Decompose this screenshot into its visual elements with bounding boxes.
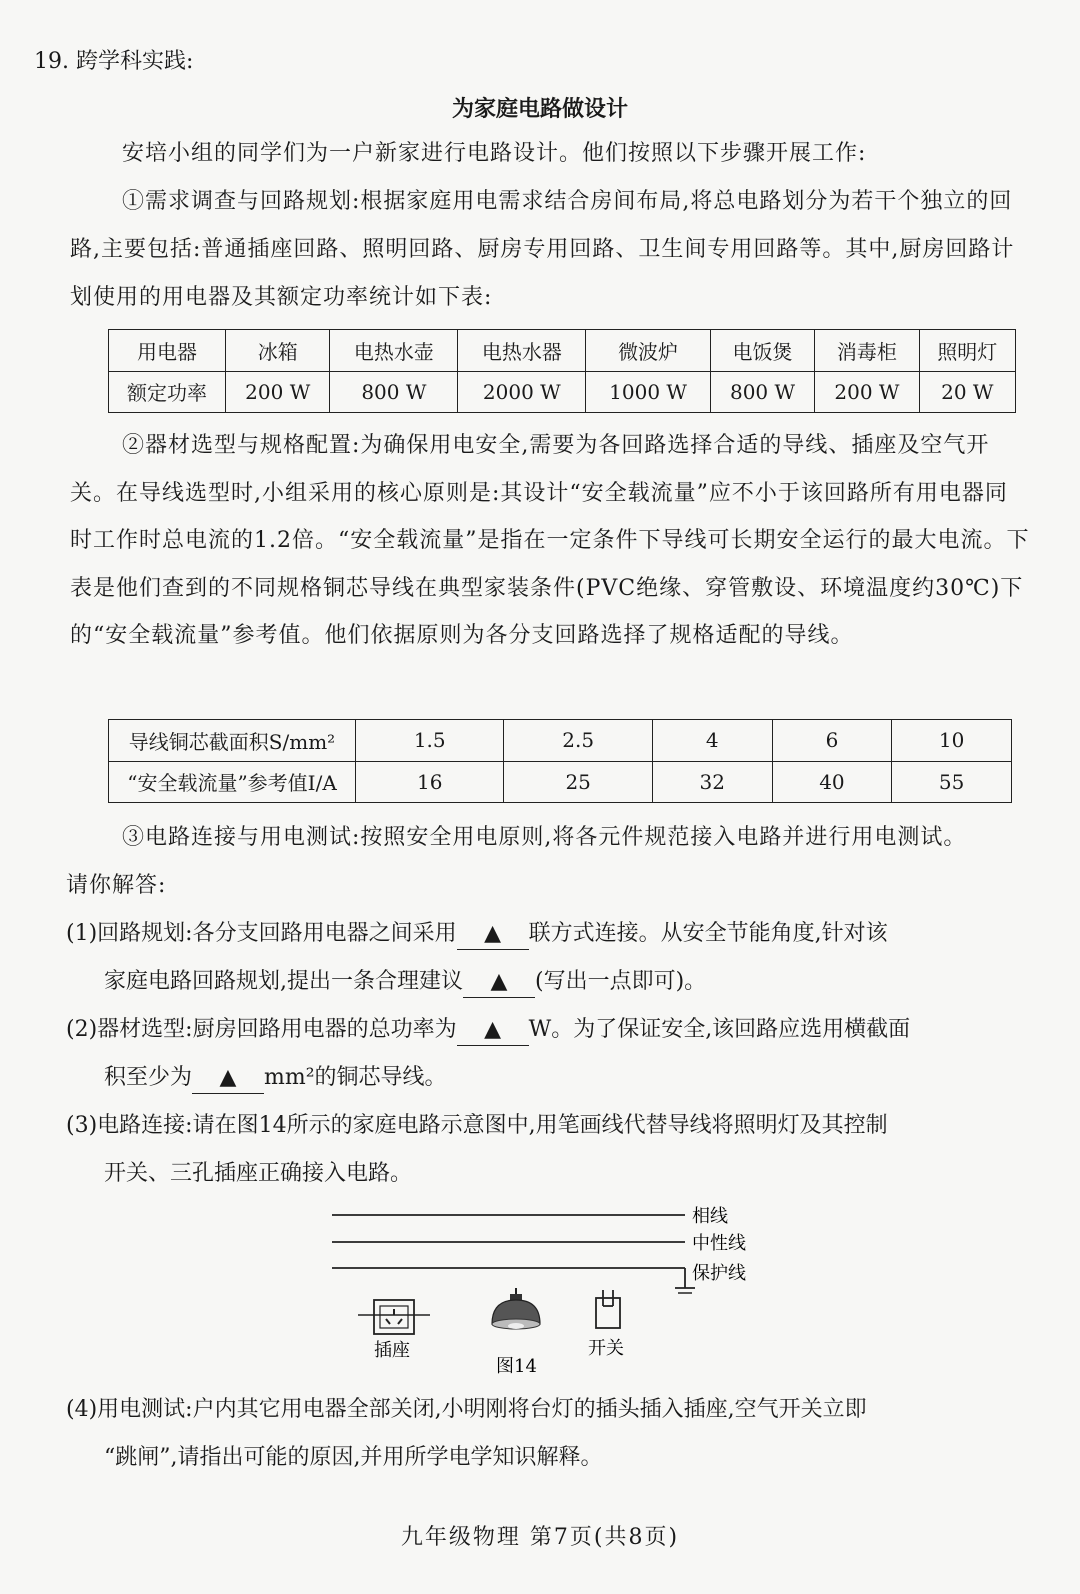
question-3 [66, 1102, 1036, 1198]
q4-text: “跳闸”,请指出可能的原因,并用所学电学知识解释。 [104, 1445, 603, 1470]
question-number: 19. 跨学科实践: [34, 49, 194, 74]
table-cell: 照明灯 [919, 330, 1015, 372]
neutral-label: 中性线 [692, 1233, 746, 1254]
table-cell: 电饭煲 [710, 330, 814, 372]
q1-text: 家庭电路回路规划,提出一条合理建议 [104, 969, 463, 994]
answer-blank[interactable]: ▲ [463, 967, 535, 998]
answer-blank[interactable]: ▲ [457, 1015, 529, 1046]
question-2 [66, 1006, 1036, 1102]
q1-text: (写出一点即可)。 [535, 969, 707, 994]
table-row [109, 761, 1012, 803]
ground-label: 保护线 [692, 1263, 746, 1284]
table-header-cell: 用电器 [109, 330, 226, 372]
answer-prompt: 请你解答: [66, 873, 167, 898]
q4-text: (4)用电测试:户内其它用电器全部关闭,小明刚将台灯的插头插入插座,空气开关立即 [66, 1397, 867, 1422]
intro-paragraph: 安培小组的同学们为一户新家进行电路设计。他们按照以下步骤开展工作: [122, 141, 867, 166]
answer-blank[interactable]: ▲ [192, 1063, 264, 1094]
step1-paragraph: ①需求调查与回路规划:根据家庭用电需求结合房间布局,将总电路划分为若干个独立的回路,主要包括:普通插座回路、照明回路、厨房专用回路、卫生间专用回路等。其中,厨房回路计划使用的用电器及其额定功率统计如下表: [70, 189, 1015, 310]
three-hole-socket [358, 1300, 430, 1334]
q1-text: 联方式连接。从安全节能角度,针对该 [528, 921, 888, 946]
figure-caption: 图14 [496, 1356, 537, 1377]
table-cell: 200 W [815, 371, 919, 413]
table-cell: 6 [772, 720, 892, 762]
q3-text: 开关、三孔插座正确接入电路。 [104, 1161, 413, 1186]
table-cell: 800 W [330, 371, 458, 413]
table-cell: 微波炉 [586, 330, 711, 372]
step3-paragraph: ③电路连接与用电测试:按照安全用电原则,将各元件规范接入电路并进行用电测试。 [122, 825, 967, 850]
switch-icon [596, 1290, 620, 1328]
table-cell: 4 [652, 720, 772, 762]
table-cell: 2.5 [504, 720, 652, 762]
table-cell: 20 W [919, 371, 1015, 413]
table-cell: 40 [772, 761, 892, 803]
table-cell: 800 W [710, 371, 814, 413]
appliance-power-table [108, 329, 1016, 413]
table-cell: 55 [892, 761, 1012, 803]
table-cell: 10 [892, 720, 1012, 762]
table-cell: 16 [356, 761, 504, 803]
table-header-cell: 导线铜芯截面积S/mm² [109, 720, 356, 762]
lamp-icon [492, 1288, 540, 1329]
table-cell: 200 W [226, 371, 330, 413]
live-label: 相线 [692, 1206, 728, 1227]
table-row [109, 720, 1012, 762]
q3-text: (3)电路连接:请在图14所示的家庭电路示意图中,用笔画线代替导线将照明灯及其控制 [66, 1113, 888, 1138]
table-header-cell: 额定功率 [109, 371, 226, 413]
table-cell: 32 [652, 761, 772, 803]
table-cell: 电热水器 [458, 330, 586, 372]
q2-text: 积至少为 [104, 1065, 193, 1090]
table-row [109, 371, 1016, 413]
table-cell: 25 [504, 761, 652, 803]
step2-paragraph: ②器材选型与规格配置:为确保用电安全,需要为各回路选择合适的导线、插座及空气开关。在导线选型时,小组采用的核心原则是:其设计“安全载流量”应不小于该回路所有用电器同时工作时总电流的1.2倍。“安全载流量”是指在一定条件下导线可长期安全运行的最大电流。下表是他们查到的不同规格铜芯导线在典型家装条件(PVC绝缘、穿管敷设、环境温度约30℃)下的“安全载流量”参考值。他们依据原则为各分支回路选择了规格适配的导线。 [70, 433, 1030, 648]
table-cell: 1000 W [586, 371, 711, 413]
answer-blank[interactable]: ▲ [457, 919, 529, 950]
table-row [109, 330, 1016, 372]
circuit-diagram [320, 1200, 780, 1380]
q1-text: (1)回路规划:各分支回路用电器之间采用 [66, 921, 457, 946]
table-cell: 消毒柜 [815, 330, 919, 372]
table-cell: 电热水壶 [330, 330, 458, 372]
q2-text: mm²的铜芯导线。 [264, 1065, 447, 1090]
socket-label: 插座 [374, 1340, 410, 1361]
question-1 [66, 910, 1036, 1006]
q2-text: W。为了保证安全,该回路应选用横截面 [528, 1017, 911, 1042]
table-header-cell: “安全载流量”参考值I/A [109, 761, 356, 803]
page-title: 为家庭电路做设计 [451, 96, 628, 122]
wire-capacity-table [108, 719, 1012, 803]
table-cell: 冰箱 [226, 330, 330, 372]
table-cell: 2000 W [458, 371, 586, 413]
question-4 [66, 1386, 1036, 1482]
page-footer: 九年级物理 第7页(共8页) [400, 1525, 680, 1550]
switch-label: 开关 [588, 1338, 624, 1359]
q2-text: (2)器材选型:厨房回路用电器的总功率为 [66, 1017, 457, 1042]
table-cell: 1.5 [356, 720, 504, 762]
